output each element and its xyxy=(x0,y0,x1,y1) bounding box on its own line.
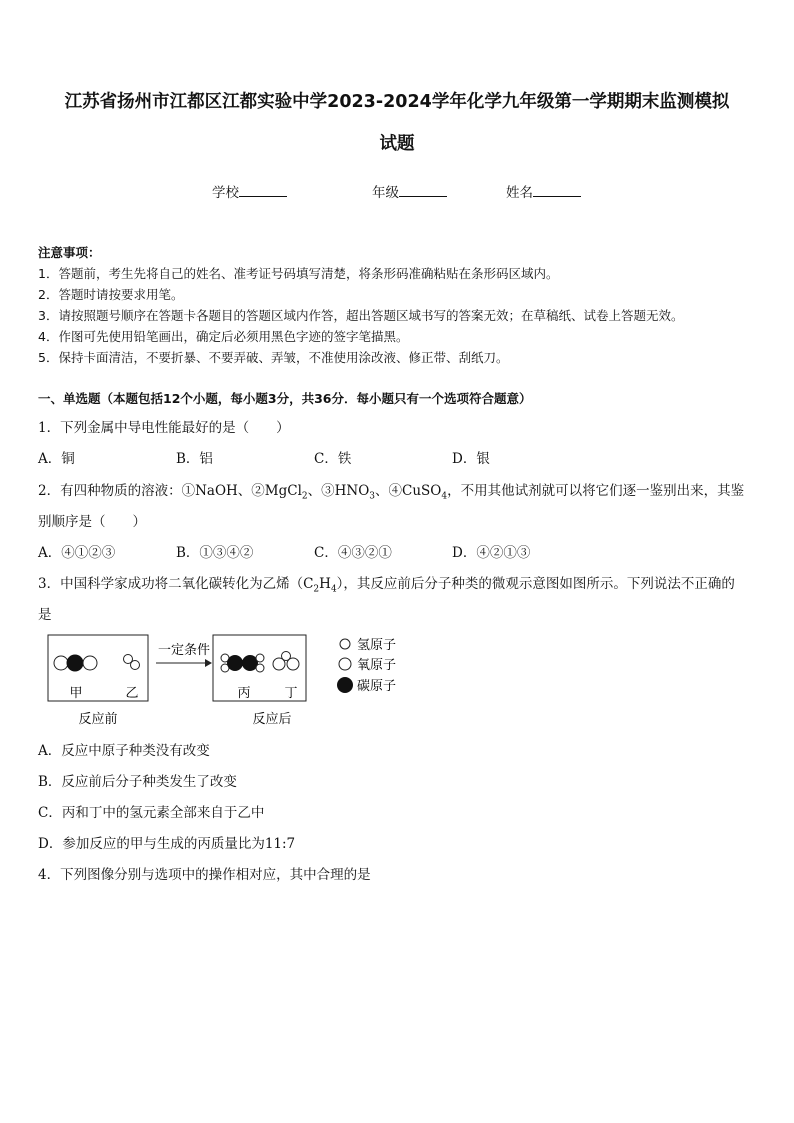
section-heading xyxy=(38,389,532,407)
q4-stem: 4．下列图像分别与选项中的操作相对应，其中合理的是 xyxy=(38,867,371,883)
q2-subscript: 2 xyxy=(301,491,308,502)
legend-oxygen-icon xyxy=(339,658,351,670)
grade-field xyxy=(372,181,447,201)
oxygen-atom xyxy=(83,656,97,670)
q2-subscript: 3 xyxy=(369,491,376,502)
section-desc: （本题包括12个小题，每小题3分，共36分．每小题只有一个选项符合题意） xyxy=(100,391,532,406)
q1-option-a: A．铜 xyxy=(38,451,75,467)
name-field xyxy=(506,181,581,201)
legend-carbon-icon xyxy=(337,677,353,693)
caption-after: 反应后 xyxy=(252,712,292,727)
q3-stem-part: ），其反应前后分子种类的微观示意图如图所示。下列说法不正确的 xyxy=(336,576,735,592)
q2-option-a: A．④①②③ xyxy=(38,545,116,561)
school-label: 学校 xyxy=(212,185,239,201)
reaction-condition: 一定条件 xyxy=(157,643,211,658)
q2-option-c: C．④③②① xyxy=(314,545,392,561)
label-jia: 甲 xyxy=(69,686,83,701)
school-field xyxy=(212,181,287,201)
q2-stem-line2: 别顺序是（ ） xyxy=(38,514,146,530)
notes-item: 5．保持卡面清洁，不要折暴、不要弄破、弄皱，不准使用涂改液、修正带、刮纸刀。 xyxy=(38,350,509,365)
q1-stem: 1．下列金属中导电性能最好的是（ ） xyxy=(38,420,290,436)
q2-stem-part: 、④CuSO xyxy=(375,483,442,499)
q3-stem xyxy=(38,572,735,595)
oxygen-atom xyxy=(54,656,68,670)
notes-item: 2．答题时请按要求用笔。 xyxy=(38,287,184,302)
oxygen-atom xyxy=(287,658,299,670)
notes-block xyxy=(38,242,768,368)
q3-option-d: D．参加反应的甲与生成的丙质量比为11:7 xyxy=(38,836,296,852)
hydrogen-atom xyxy=(131,661,140,670)
name-blank xyxy=(533,184,581,197)
q1-option-c: C．铁 xyxy=(314,451,352,467)
q3-subscript: 2 xyxy=(313,584,320,595)
q1-option-d: D．银 xyxy=(452,451,490,467)
q2-option-b: B．①③④② xyxy=(176,545,254,561)
legend-carbon: 碳原子 xyxy=(357,679,397,694)
section-title: 一、单选题 xyxy=(38,391,101,406)
legend-oxygen: 氧原子 xyxy=(357,658,397,673)
school-blank xyxy=(239,184,287,197)
legend-hydrogen-icon xyxy=(340,639,350,649)
label-bing: 丙 xyxy=(237,686,251,701)
label-yi: 乙 xyxy=(125,686,139,701)
hydrogen-atom xyxy=(256,654,264,662)
legend-hydrogen: 氢原子 xyxy=(357,638,397,653)
q2-stem-part: 2．有四种物质的溶液：①NaOH、②MgCl xyxy=(38,483,302,499)
notes-item: 4．作图可先使用铅笔画出，确定后必须用黑色字迹的签字笔描黑。 xyxy=(38,329,409,344)
caption-before: 反应前 xyxy=(78,712,118,727)
notes-item: 1．答题前，考生先将自己的姓名、准考证号码填写清楚，将条形码准确粘贴在条形码区域内。 xyxy=(38,266,559,281)
label-ding: 丁 xyxy=(284,686,298,701)
q2-stem-part: ，不用其他试剂就可以将它们逐一鉴别出来，其鉴 xyxy=(447,483,745,499)
carbon-atom xyxy=(227,655,243,671)
q2-option-d: D．④②①③ xyxy=(452,545,531,561)
q3-subscript: 4 xyxy=(330,584,337,595)
q2-subscript: 4 xyxy=(441,491,448,502)
grade-blank xyxy=(399,184,447,197)
q1-option-b: B．铝 xyxy=(176,451,213,467)
carbon-atom xyxy=(67,655,84,672)
name-label: 姓名 xyxy=(506,185,533,201)
grade-label: 年级 xyxy=(372,185,399,201)
q3-option-b: B．反应前后分子种类发生了改变 xyxy=(38,774,237,790)
hydrogen-atom xyxy=(256,664,264,672)
q2-stem-part: 、③HNO xyxy=(307,483,370,499)
notes-heading: 注意事项： xyxy=(38,245,101,260)
q3-option-a: A．反应中原子种类没有改变 xyxy=(38,743,210,759)
q3-stem-line2: 是 xyxy=(38,607,52,623)
q3-stem-part: 3．中国科学家成功将二氧化碳转化为乙烯（C xyxy=(38,576,314,592)
oxygen-atom xyxy=(273,658,285,670)
notes-item: 3．请按照题号顺序在答题卡各题目的答题区域内作答，超出答题区域书写的答案无效；在草稿纸、试卷上答题无效。 xyxy=(38,308,684,323)
q3-stem-part: H xyxy=(319,576,331,592)
arrow-head xyxy=(205,659,212,667)
q2-stem xyxy=(38,479,744,502)
q3-option-c: C．丙和丁中的氢元素全部来自于乙中 xyxy=(38,805,265,821)
molecule-reaction-diagram xyxy=(44,630,414,730)
page-title-line1: 江苏省扬州市江都区江都实验中学2023-2024学年化学九年级第一学期期末监测模拟 xyxy=(64,92,730,112)
page-title-line2: 试题 xyxy=(379,134,415,154)
